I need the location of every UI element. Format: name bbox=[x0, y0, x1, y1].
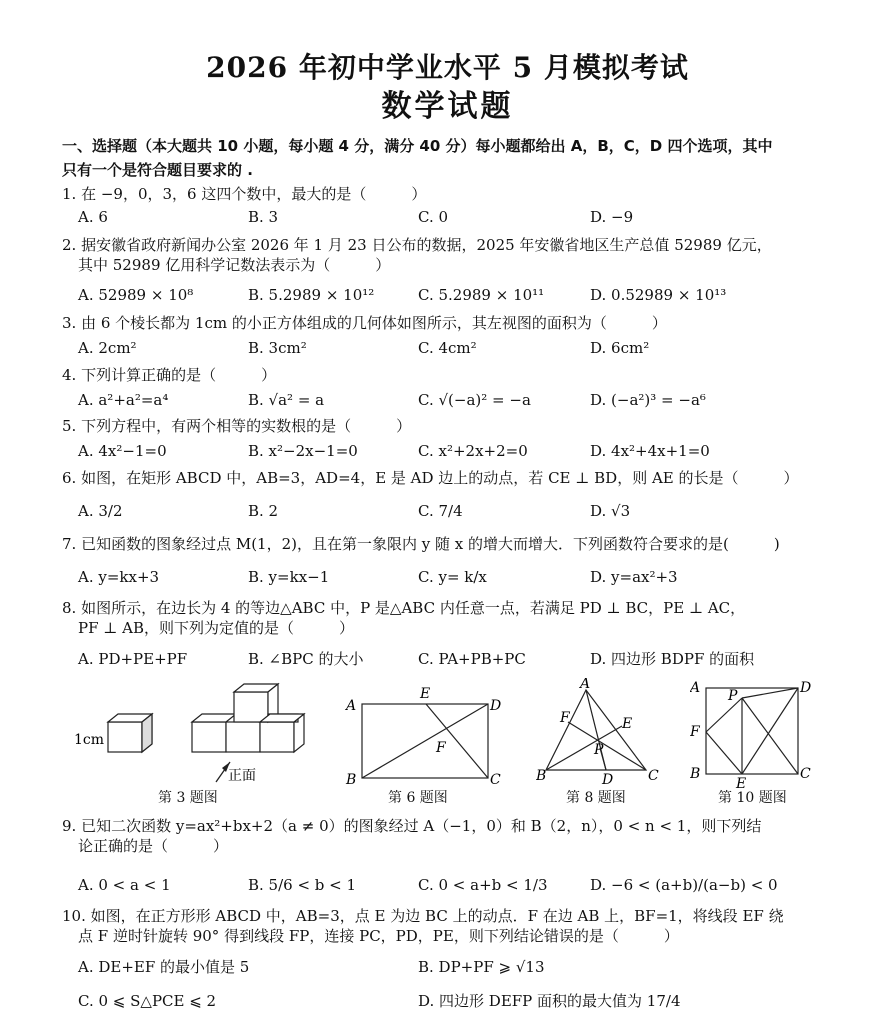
option-b[interactable]: B. y=kx−1 bbox=[248, 568, 330, 586]
option-a[interactable]: A. y=kx+3 bbox=[78, 568, 160, 586]
figure-10-caption: 第 10 题图 bbox=[718, 790, 787, 806]
question-4 bbox=[62, 365, 855, 385]
question-3 bbox=[62, 313, 855, 333]
option-c[interactable]: C. 0 < a+b < 1/3 bbox=[418, 876, 548, 894]
option-b[interactable]: B. 5.2989 × 10¹² bbox=[248, 286, 375, 304]
label-e: E bbox=[622, 716, 633, 732]
option-a[interactable]: A. 0 < a < 1 bbox=[78, 876, 171, 894]
question-stem: 3. 由 6 个棱长都为 1cm 的小正方体组成的几何体如图所示，其左视图的面积为（ ） bbox=[62, 314, 667, 332]
figure-3-cubes bbox=[70, 676, 320, 796]
question-stem: 2. 据安徽省政府新闻办公室 2026 年 1 月 23 日公布的数据，2025 年安徽省地区生产总值 52989 亿元， bbox=[62, 236, 772, 254]
question-stem: 4. 下列计算正确的是（ ） bbox=[62, 366, 277, 384]
option-c[interactable]: C. PA+PB+PC bbox=[418, 650, 526, 668]
option-b[interactable]: B. ∠BPC 的大小 bbox=[248, 650, 364, 668]
question-3-options bbox=[78, 339, 838, 361]
label-c: C bbox=[648, 768, 659, 784]
option-c[interactable]: C. √(−a)² = −a bbox=[418, 391, 531, 409]
option-c[interactable]: C. 5.2989 × 10¹¹ bbox=[418, 286, 545, 304]
option-d[interactable]: D. 4x²+4x+1=0 bbox=[590, 442, 710, 460]
unit-label: 1cm bbox=[74, 732, 105, 748]
question-4-options bbox=[78, 391, 838, 413]
option-b[interactable]: B. DP+PF ⩾ √13 bbox=[418, 958, 545, 976]
label-e: E bbox=[736, 776, 747, 788]
figure-6-rectangle bbox=[340, 682, 510, 792]
option-d[interactable]: D. 四边形 DEFP 面积的最大值为 17/4 bbox=[418, 992, 681, 1010]
option-a[interactable]: A. 3/2 bbox=[78, 502, 123, 520]
label-a: A bbox=[690, 680, 701, 696]
label-c: C bbox=[800, 766, 811, 782]
question-1-options bbox=[78, 208, 838, 230]
front-label: 正面 bbox=[228, 768, 256, 784]
section-instructions-line1: 一、选择题（本大题共 10 小题，每小题 4 分，满分 40 分）每小题都给出 A，B，C，D 四个选项，其中 bbox=[62, 137, 773, 155]
option-a[interactable]: A. 52989 × 10⁸ bbox=[78, 286, 194, 304]
option-d[interactable]: D. 0.52989 × 10¹³ bbox=[590, 286, 727, 304]
question-6 bbox=[62, 468, 855, 488]
question-stem-continued: 论正确的是（ ） bbox=[78, 837, 229, 855]
option-c[interactable]: C. 0 ⩽ S△PCE ⩽ 2 bbox=[78, 992, 217, 1010]
option-c[interactable]: C. x²+2x+2=0 bbox=[418, 442, 528, 460]
label-b: B bbox=[346, 772, 357, 788]
question-5-options bbox=[78, 442, 838, 464]
figure-8-triangle bbox=[536, 678, 666, 788]
label-f: F bbox=[436, 740, 446, 756]
section-instructions bbox=[62, 134, 851, 182]
option-d[interactable]: D. y=ax²+3 bbox=[590, 568, 678, 586]
option-a[interactable]: A. 2cm² bbox=[78, 339, 137, 357]
option-c[interactable]: C. 0 bbox=[418, 208, 449, 226]
question-2 bbox=[62, 235, 855, 275]
option-b[interactable]: B. 5/6 < b < 1 bbox=[248, 876, 357, 894]
question-9-options bbox=[78, 876, 838, 898]
question-stem-continued: PF ⊥ AB，则下列为定值的是（ ） bbox=[78, 619, 355, 637]
question-stem: 10. 如图，在正方形形 ABCD 中，AB=3，点 E 为边 BC 上的动点．F 在边 AB 上，BF=1，将线段 EF 绕 bbox=[62, 907, 784, 925]
figure-3-caption: 第 3 题图 bbox=[158, 790, 218, 806]
question-stem: 7. 已知函数的图象经过点 M(1，2)，且在第一象限内 y 随 x 的增大而增大．下列函数符合要求的是( ) bbox=[62, 535, 780, 553]
question-7 bbox=[62, 534, 855, 554]
option-b[interactable]: B. 3cm² bbox=[248, 339, 307, 357]
option-d[interactable]: D. (−a²)³ = −a⁶ bbox=[590, 391, 706, 409]
option-a[interactable]: A. a²+a²=a⁴ bbox=[78, 391, 169, 409]
label-b: B bbox=[690, 766, 701, 782]
question-stem: 1. 在 −9，0，3，6 这四个数中，最大的是（ ） bbox=[62, 185, 427, 203]
question-7-options bbox=[78, 568, 838, 590]
question-stem: 6. 如图，在矩形 ABCD 中，AB=3，AD=4，E 是 AD 边上的动点，若 CE ⊥ BD，则 AE 的长是（ ） bbox=[62, 469, 799, 487]
label-p: P bbox=[728, 688, 738, 704]
exam-title: 2026 年初中学业水平 5 月模拟考试 bbox=[206, 51, 689, 84]
label-f: F bbox=[560, 710, 570, 726]
question-8 bbox=[62, 598, 855, 638]
question-5 bbox=[62, 416, 855, 436]
question-stem: 8. 如图所示，在边长为 4 的等边△ABC 中，P 是△ABC 内任意一点，若满足 PD ⊥ BC，PE ⊥ AC， bbox=[62, 599, 746, 617]
option-b[interactable]: B. x²−2x−1=0 bbox=[248, 442, 358, 460]
question-10-options-row1 bbox=[78, 958, 838, 980]
option-a[interactable]: A. PD+PE+PF bbox=[78, 650, 188, 668]
question-stem-continued: 其中 52989 亿用科学记数法表示为（ ） bbox=[78, 256, 391, 274]
question-1 bbox=[62, 184, 855, 204]
label-e: E bbox=[420, 686, 431, 702]
option-c[interactable]: C. 4cm² bbox=[418, 339, 477, 357]
label-b: B bbox=[536, 768, 547, 784]
option-c[interactable]: C. 7/4 bbox=[418, 502, 463, 520]
option-d[interactable]: D. 四边形 BDPF 的面积 bbox=[590, 650, 755, 668]
option-b[interactable]: B. 2 bbox=[248, 502, 279, 520]
label-d: D bbox=[490, 698, 502, 714]
label-d: D bbox=[800, 680, 812, 696]
option-a[interactable]: A. DE+EF 的最小值是 5 bbox=[78, 958, 250, 976]
option-a[interactable]: A. 6 bbox=[78, 208, 108, 226]
question-10 bbox=[62, 906, 855, 946]
section-instructions-line2: 只有一个是符合题目要求的 . bbox=[62, 161, 253, 179]
figure-8-caption: 第 8 题图 bbox=[566, 790, 626, 806]
question-10-options-row2 bbox=[78, 992, 838, 1014]
question-8-options bbox=[78, 650, 838, 672]
option-c[interactable]: C. y= k/x bbox=[418, 568, 487, 586]
label-a: A bbox=[346, 698, 357, 714]
figure-6-caption: 第 6 题图 bbox=[388, 790, 448, 806]
label-f: F bbox=[690, 724, 700, 740]
question-stem: 5. 下列方程中，有两个相等的实数根的是（ ） bbox=[62, 417, 412, 435]
label-a: A bbox=[580, 678, 591, 692]
figures-row bbox=[0, 676, 895, 826]
option-d[interactable]: D. √3 bbox=[590, 502, 631, 520]
question-stem: 9. 已知二次函数 y=ax²+bx+2（a ≠ 0）的图象经过 A（−1，0）和 B（2，n），0 < n < 1，则下列结 bbox=[62, 817, 762, 835]
option-a[interactable]: A. 4x²−1=0 bbox=[78, 442, 167, 460]
option-b[interactable]: B. 3 bbox=[248, 208, 279, 226]
exam-subtitle: 数学试题 bbox=[381, 89, 514, 124]
question-2-options bbox=[78, 286, 838, 308]
question-6-options bbox=[78, 502, 838, 524]
option-d[interactable]: D. 6cm² bbox=[590, 339, 650, 357]
option-d[interactable]: D. −9 bbox=[590, 208, 634, 226]
figure-10-square bbox=[690, 678, 820, 788]
question-9 bbox=[62, 816, 855, 856]
label-p: P bbox=[594, 742, 604, 758]
option-d[interactable]: D. −6 < (a+b)/(a−b) < 0 bbox=[590, 876, 778, 894]
question-stem-continued: 点 F 逆时针旋转 90° 得到线段 FP，连接 PC，PD，PE，则下列结论错误的是（ ） bbox=[78, 927, 679, 945]
label-c: C bbox=[490, 772, 501, 788]
label-d: D bbox=[602, 772, 614, 788]
option-b[interactable]: B. √a² = a bbox=[248, 391, 325, 409]
